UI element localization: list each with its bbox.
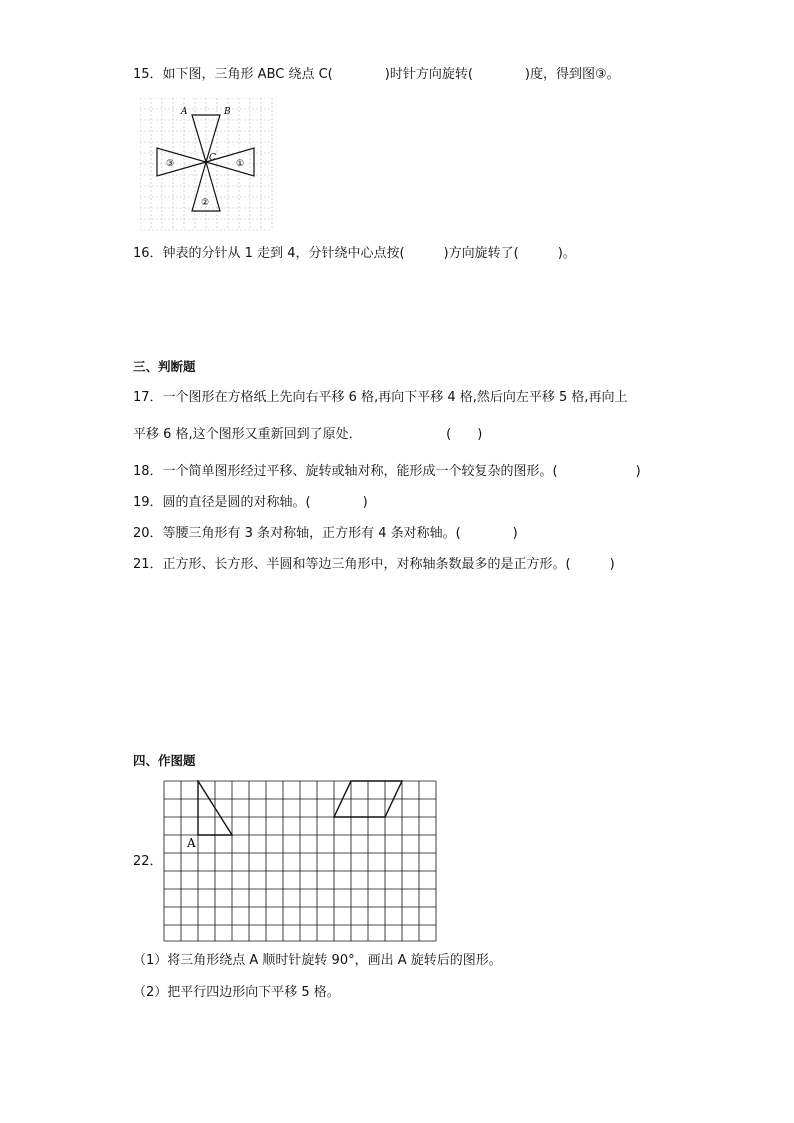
label-a: A [181, 107, 188, 117]
rotation-figure [140, 98, 274, 232]
section-3-title: 三、判断题 [133, 359, 196, 374]
question-21-text: 21．正方形、长方形、半圆和等边三角形中，对称轴条数最多的是正方形。( ) [133, 557, 615, 572]
question-20-text: 20．等腰三角形有 3 条对称轴，正方形有 4 条对称轴。( ) [133, 526, 518, 541]
question-19-text: 19．圆的直径是圆的对称轴。( ) [133, 495, 368, 510]
question-18-text: 18．一个简单图形经过平移、旋转或轴对称，能形成一个较复杂的图形。( ) [133, 464, 641, 479]
question-22-sub2: （2）把平行四边形向下平移 5 格。 [133, 985, 340, 1000]
section-4-title: 四、作图题 [133, 753, 196, 768]
drawing-grid [163, 780, 443, 943]
question-22-sub1: （1）将三角形绕点 A 顺时针旋转 90°，画出 A 旋转后的图形。 [133, 953, 502, 968]
triangle-3 [157, 148, 206, 176]
label-2: ② [201, 198, 210, 208]
question-15-text: 15．如下图，三角形 ABC 绕点 C( )时针方向旋转( )度，得到图③。 [133, 67, 620, 82]
label-c: C [209, 153, 216, 163]
label-b: B [224, 107, 231, 117]
question-17-line1: 17．一个图形在方格纸上先向右平移 6 格,再向下平移 4 格,然后向左平移 5 格,再向上 [133, 390, 628, 405]
label-1: ① [236, 159, 245, 169]
label-3: ③ [166, 159, 175, 169]
question-16-text: 16．钟表的分针从 1 走到 4，分针绕中心点按( )方向旋转了( )。 [133, 246, 576, 261]
question-17-line2: 平移 6 格,这个图形又重新回到了原处． ( ) [133, 427, 483, 442]
question-22-number: 22． [133, 854, 163, 869]
grid-label-a: A [187, 836, 196, 850]
